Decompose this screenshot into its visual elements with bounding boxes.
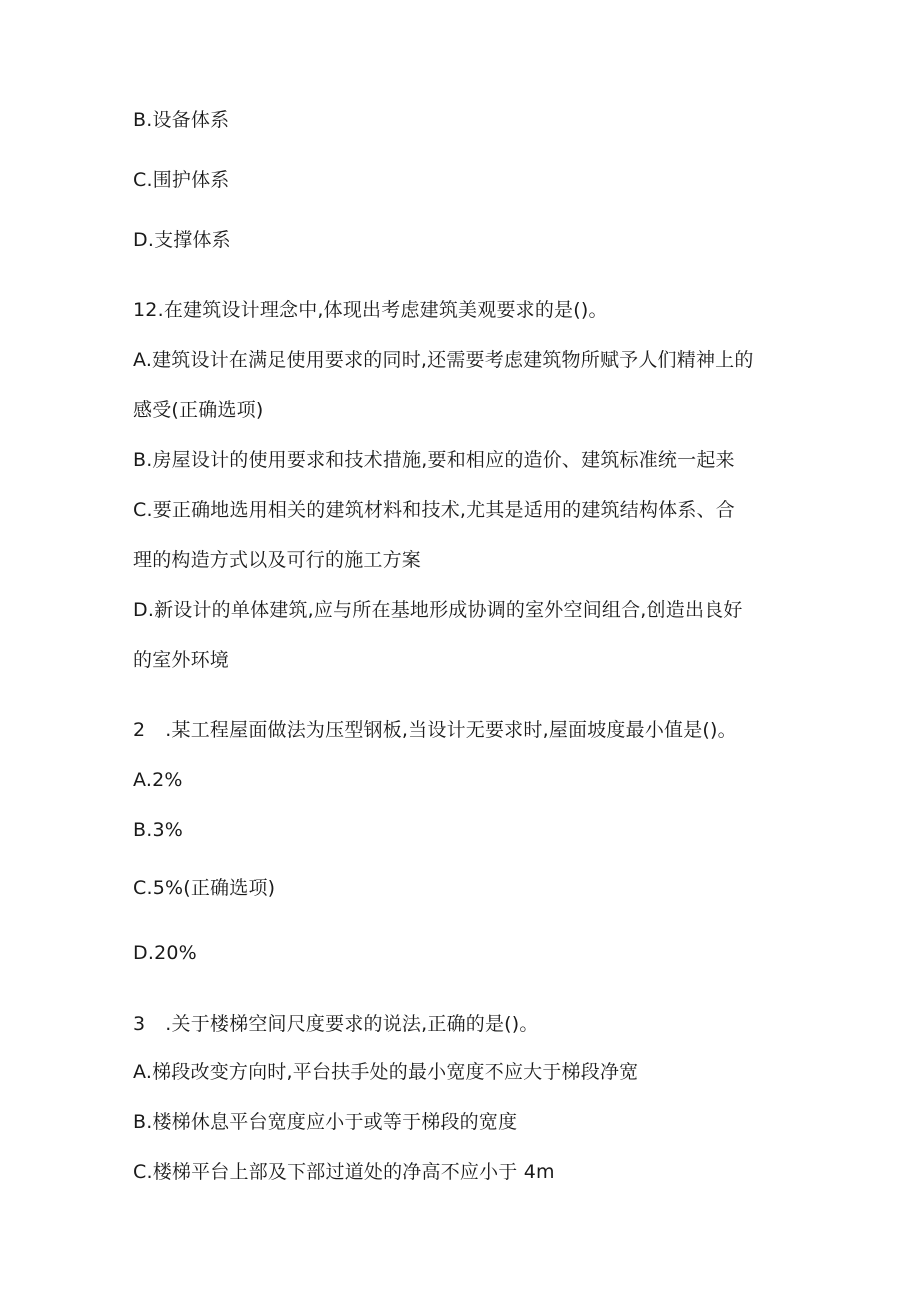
option-d-q12-line2: 的室外环境 xyxy=(133,649,230,671)
question-3 xyxy=(133,1012,539,1036)
option-c-q2: C.5%(正确选项) xyxy=(133,877,276,899)
option-d-q2: D.20% xyxy=(133,942,197,964)
option-b-q3: B.楼梯休息平台宽度应小于或等于梯段的宽度 xyxy=(133,1111,518,1133)
option-a-q3: A.梯段改变方向时,平台扶手处的最小宽度不应大于梯段净宽 xyxy=(133,1061,639,1083)
option-b-q11: B.设备体系 xyxy=(133,109,230,131)
option-a-q2: A.2% xyxy=(133,769,183,791)
option-c-q11: C.围护体系 xyxy=(133,169,230,191)
option-a-q12-line1: A.建筑设计在满足使用要求的同时,还需要考虑建筑物所赋予人们精神上的 xyxy=(133,349,754,371)
question-12: 12.在建筑设计理念中,体现出考虑建筑美观要求的是()。 xyxy=(133,299,608,321)
option-c-q12-line2: 理的构造方式以及可行的施工方案 xyxy=(133,549,422,571)
option-c-q3: C.楼梯平台上部及下部过道处的净高不应小于 4m xyxy=(133,1161,555,1183)
option-d-q12-line1: D.新设计的单体建筑,应与所在基地形成协调的室外空间组合,创造出良好 xyxy=(133,599,743,621)
question-2 xyxy=(133,718,737,742)
question-3-number: 3 xyxy=(133,1013,146,1035)
question-2-text: .某工程屋面做法为压型钢板,当设计无要求时,屋面坡度最小值是()。 xyxy=(165,719,737,741)
option-b-q12: B.房屋设计的使用要求和技术措施,要和相应的造价、建筑标准统一起来 xyxy=(133,449,735,471)
option-c-q12-line1: C.要正确地选用相关的建筑材料和技术,尤其是适用的建筑结构体系、合 xyxy=(133,499,735,521)
question-2-number: 2 xyxy=(133,719,146,741)
option-b-q2: B.3% xyxy=(133,819,184,841)
option-a-q12-line2: 感受(正确选项) xyxy=(133,399,264,421)
option-d-q11: D.支撑体系 xyxy=(133,229,231,251)
question-3-text: .关于楼梯空间尺度要求的说法,正确的是()。 xyxy=(165,1013,539,1035)
